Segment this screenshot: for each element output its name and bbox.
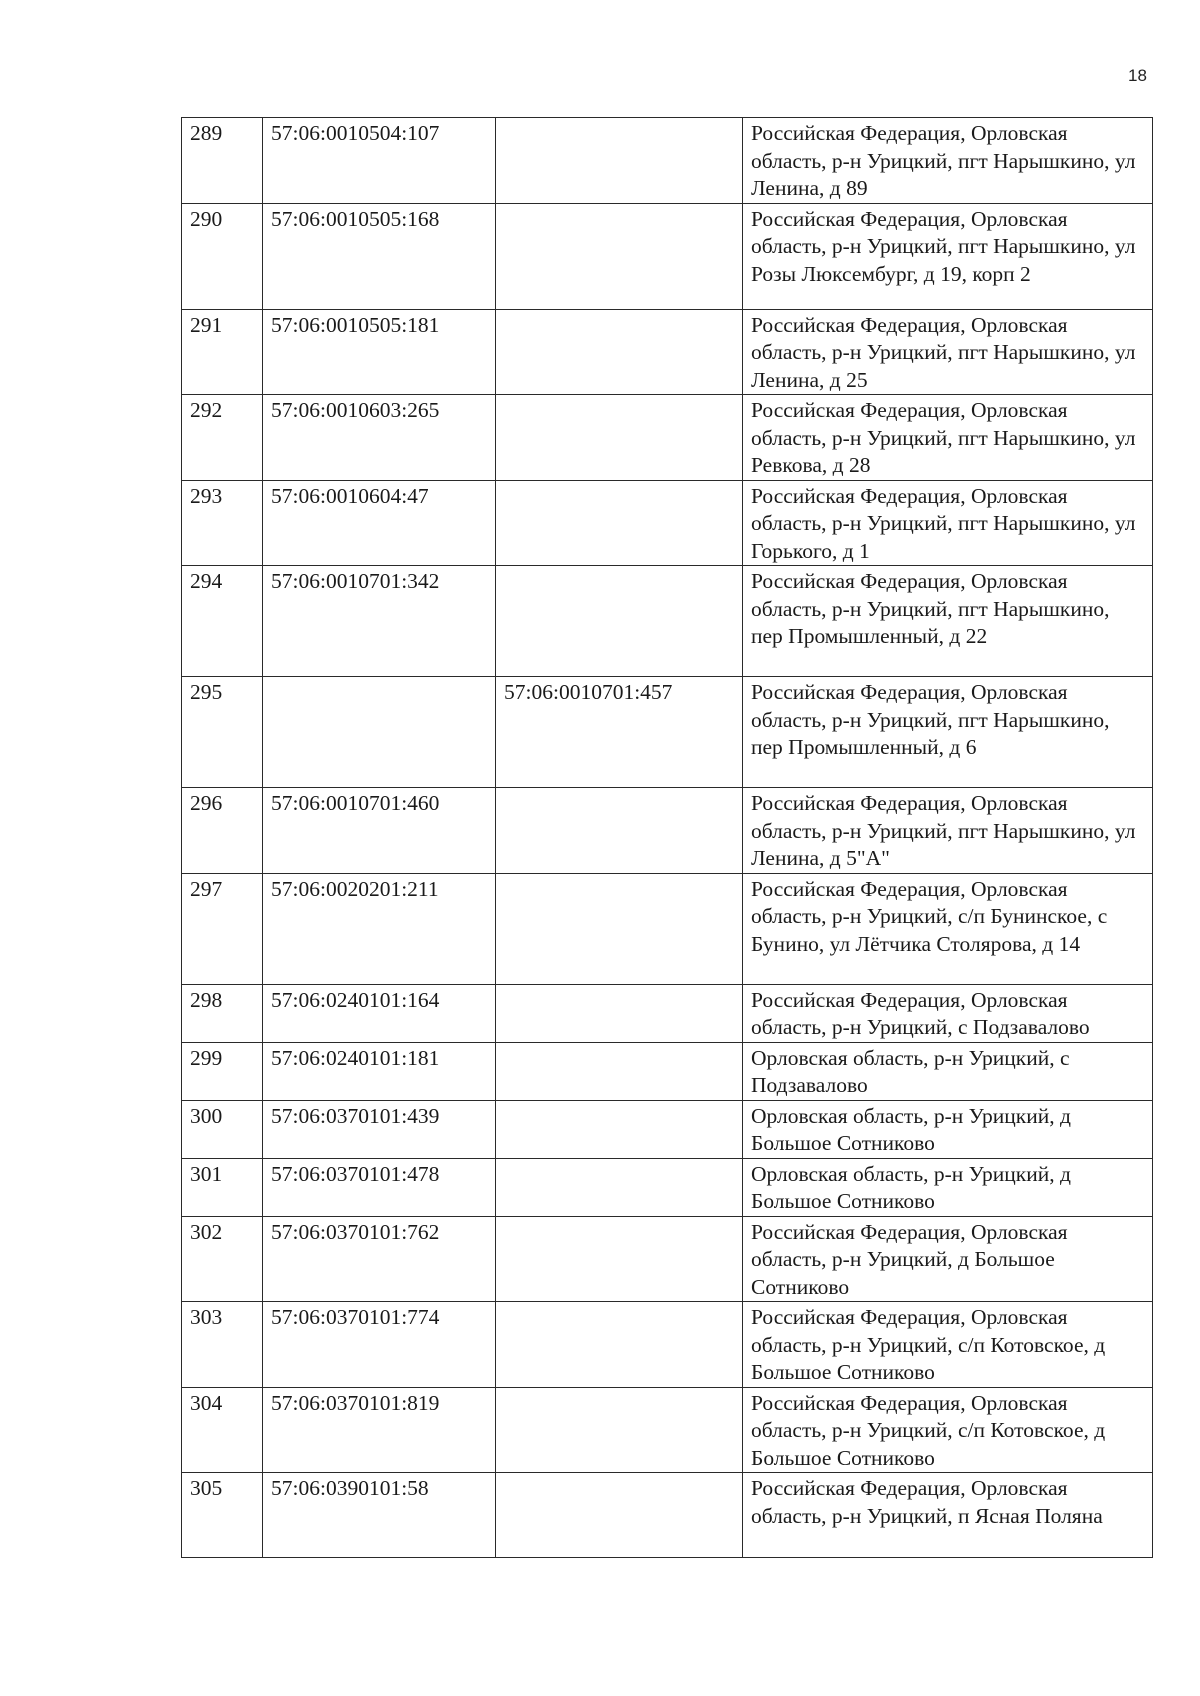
- address: Орловская область, р-н Урицкий, д Большое Сотниково: [743, 1158, 1153, 1216]
- table-row: [182, 1473, 1153, 1558]
- address: Российская Федерация, Орловская область, р-н Урицкий, с Подзавалово: [743, 984, 1153, 1042]
- secondary-cadastral-number: [496, 984, 743, 1042]
- table-row: [182, 395, 1153, 481]
- row-number: 291: [182, 309, 263, 395]
- cadastral-number: 57:06:0010505:181: [263, 309, 496, 395]
- cadastral-number: 57:06:0010603:265: [263, 395, 496, 481]
- cadastral-number: 57:06:0370101:478: [263, 1158, 496, 1216]
- row-number: 303: [182, 1302, 263, 1388]
- address: Российская Федерация, Орловская область, р-н Урицкий, пгт Нарышкино, ул Розы Люксембург, д 19, корп 2: [743, 203, 1153, 309]
- cadastral-number: 57:06:0010504:107: [263, 118, 496, 204]
- registry-table: [181, 117, 1153, 1558]
- table-row: [182, 1100, 1153, 1158]
- cadastral-number: 57:06:0370101:762: [263, 1216, 496, 1302]
- cadastral-number: 57:06:0010701:460: [263, 788, 496, 874]
- cadastral-number: 57:06:0010604:47: [263, 480, 496, 566]
- secondary-cadastral-number: [496, 395, 743, 481]
- table-row: [182, 1302, 1153, 1388]
- table-row: [182, 203, 1153, 309]
- secondary-cadastral-number: 57:06:0010701:457: [496, 677, 743, 788]
- secondary-cadastral-number: [496, 1473, 743, 1558]
- row-number: 295: [182, 677, 263, 788]
- address: Российская Федерация, Орловская область, р-н Урицкий, с/п Бунинское, с Бунино, ул Лётчика Столярова, д 14: [743, 873, 1153, 984]
- cadastral-number: 57:06:0370101:774: [263, 1302, 496, 1388]
- cadastral-number: 57:06:0010505:168: [263, 203, 496, 309]
- address: Российская Федерация, Орловская область, р-н Урицкий, п Ясная Поляна: [743, 1473, 1153, 1558]
- cadastral-number: 57:06:0390101:58: [263, 1473, 496, 1558]
- secondary-cadastral-number: [496, 1302, 743, 1388]
- secondary-cadastral-number: [496, 873, 743, 984]
- row-number: 301: [182, 1158, 263, 1216]
- address: Российская Федерация, Орловская область, р-н Урицкий, пгт Нарышкино, пер Промышленный, д 6: [743, 677, 1153, 788]
- address: Российская Федерация, Орловская область, р-н Урицкий, пгт Нарышкино, ул Ленина, д 25: [743, 309, 1153, 395]
- table-row: [182, 1387, 1153, 1473]
- cadastral-number: 57:06:0010701:342: [263, 566, 496, 677]
- row-number: 298: [182, 984, 263, 1042]
- address: Орловская область, р-н Урицкий, с Подзавалово: [743, 1042, 1153, 1100]
- row-number: 297: [182, 873, 263, 984]
- secondary-cadastral-number: [496, 1042, 743, 1100]
- secondary-cadastral-number: [496, 1158, 743, 1216]
- address: Российская Федерация, Орловская область, р-н Урицкий, пгт Нарышкино, ул Ленина, д 5"А": [743, 788, 1153, 874]
- secondary-cadastral-number: [496, 1100, 743, 1158]
- table-row: [182, 309, 1153, 395]
- secondary-cadastral-number: [496, 309, 743, 395]
- row-number: 302: [182, 1216, 263, 1302]
- table-row: [182, 1158, 1153, 1216]
- row-number: 293: [182, 480, 263, 566]
- row-number: 299: [182, 1042, 263, 1100]
- address: Российская Федерация, Орловская область, р-н Урицкий, пгт Нарышкино, ул Горького, д 1: [743, 480, 1153, 566]
- address: Российская Федерация, Орловская область, р-н Урицкий, с/п Котовское, д Большое Сотниково: [743, 1387, 1153, 1473]
- registry-table-body: [182, 118, 1153, 1558]
- table-row: [182, 1042, 1153, 1100]
- secondary-cadastral-number: [496, 566, 743, 677]
- address: Российская Федерация, Орловская область, р-н Урицкий, пгт Нарышкино, пер Промышленный, д 22: [743, 566, 1153, 677]
- table-row: [182, 480, 1153, 566]
- page-number: 18: [1128, 66, 1147, 85]
- row-number: 305: [182, 1473, 263, 1558]
- row-number: 304: [182, 1387, 263, 1473]
- row-number: 289: [182, 118, 263, 204]
- cadastral-number: [263, 677, 496, 788]
- cadastral-number: 57:06:0020201:211: [263, 873, 496, 984]
- table-row: [182, 873, 1153, 984]
- row-number: 290: [182, 203, 263, 309]
- address: Российская Федерация, Орловская область, р-н Урицкий, пгт Нарышкино, ул Ревкова, д 28: [743, 395, 1153, 481]
- row-number: 296: [182, 788, 263, 874]
- address: Российская Федерация, Орловская область, р-н Урицкий, с/п Котовское, д Большое Сотниково: [743, 1302, 1153, 1388]
- cadastral-number: 57:06:0370101:439: [263, 1100, 496, 1158]
- table-row: [182, 118, 1153, 204]
- table-row: [182, 788, 1153, 874]
- address: Российская Федерация, Орловская область, р-н Урицкий, д Большое Сотниково: [743, 1216, 1153, 1302]
- row-number: 300: [182, 1100, 263, 1158]
- table-row: [182, 677, 1153, 788]
- cadastral-number: 57:06:0240101:181: [263, 1042, 496, 1100]
- cadastral-number: 57:06:0370101:819: [263, 1387, 496, 1473]
- row-number: 292: [182, 395, 263, 481]
- table-row: [182, 566, 1153, 677]
- table-row: [182, 984, 1153, 1042]
- secondary-cadastral-number: [496, 203, 743, 309]
- secondary-cadastral-number: [496, 1216, 743, 1302]
- address: Российская Федерация, Орловская область, р-н Урицкий, пгт Нарышкино, ул Ленина, д 89: [743, 118, 1153, 204]
- table-row: [182, 1216, 1153, 1302]
- row-number: 294: [182, 566, 263, 677]
- address: Орловская область, р-н Урицкий, д Большое Сотниково: [743, 1100, 1153, 1158]
- secondary-cadastral-number: [496, 118, 743, 204]
- secondary-cadastral-number: [496, 788, 743, 874]
- cadastral-number: 57:06:0240101:164: [263, 984, 496, 1042]
- secondary-cadastral-number: [496, 480, 743, 566]
- secondary-cadastral-number: [496, 1387, 743, 1473]
